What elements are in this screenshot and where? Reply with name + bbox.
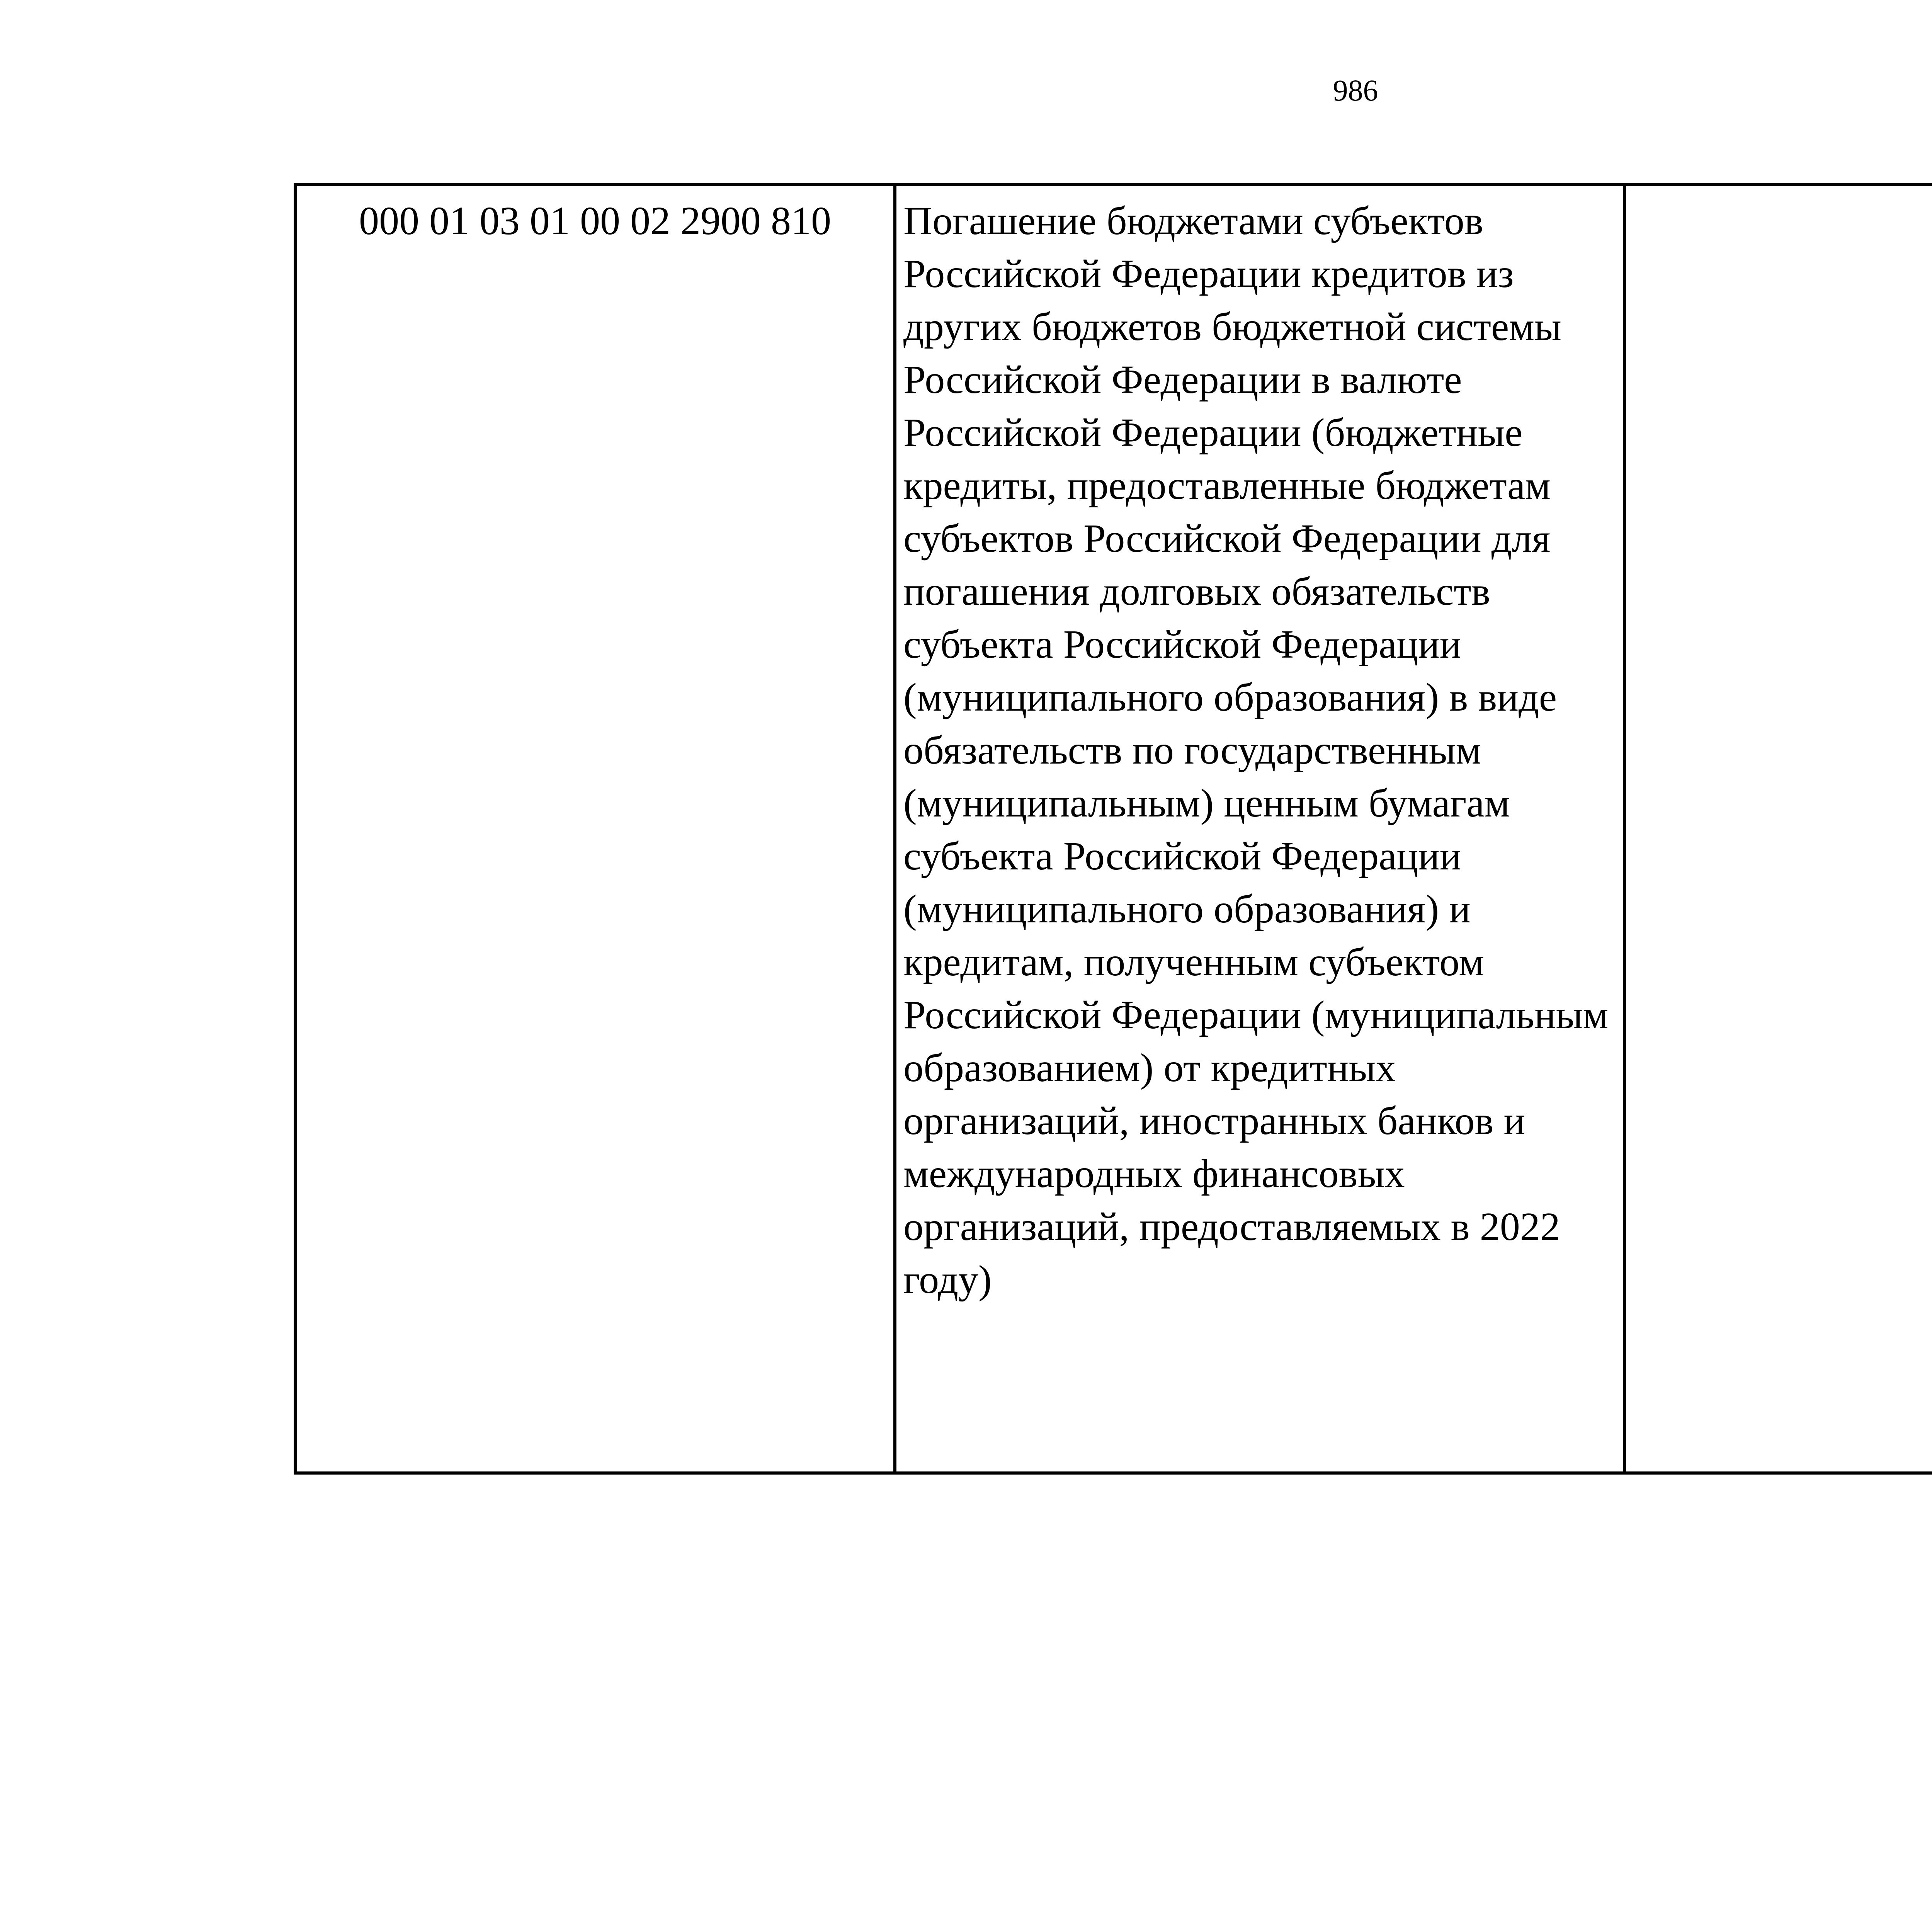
description-cell: Погашение бюджетами субъектов Российской Федерации кредитов из других бюджетов бюджетной системы Российской Федерации в валюте Российской Федерации (бюджетные кредиты, предоставленные бюджетам субъектов Российской Федерации для погашения долговых обязательств субъекта Российской Федерации (муниципального образования) в виде обязательств по государственным (муниципальным) ценным бумагам субъекта Российской Федерации (муниципального образования) и кредитам, полученным субъектом Российской Федерации (муниципальным образованием) от кредитных организаций, иностранных банков и международных финансовых организаций, предоставляемых в 2022 году) (895, 184, 1624, 1473)
empty-column-cell (1624, 184, 1932, 1473)
table-row (295, 184, 1932, 1473)
budget-table (294, 183, 1932, 1475)
budget-code-cell: 000 01 03 01 00 02 2900 810 (295, 184, 895, 1473)
page-number: 986 (1333, 73, 1378, 107)
